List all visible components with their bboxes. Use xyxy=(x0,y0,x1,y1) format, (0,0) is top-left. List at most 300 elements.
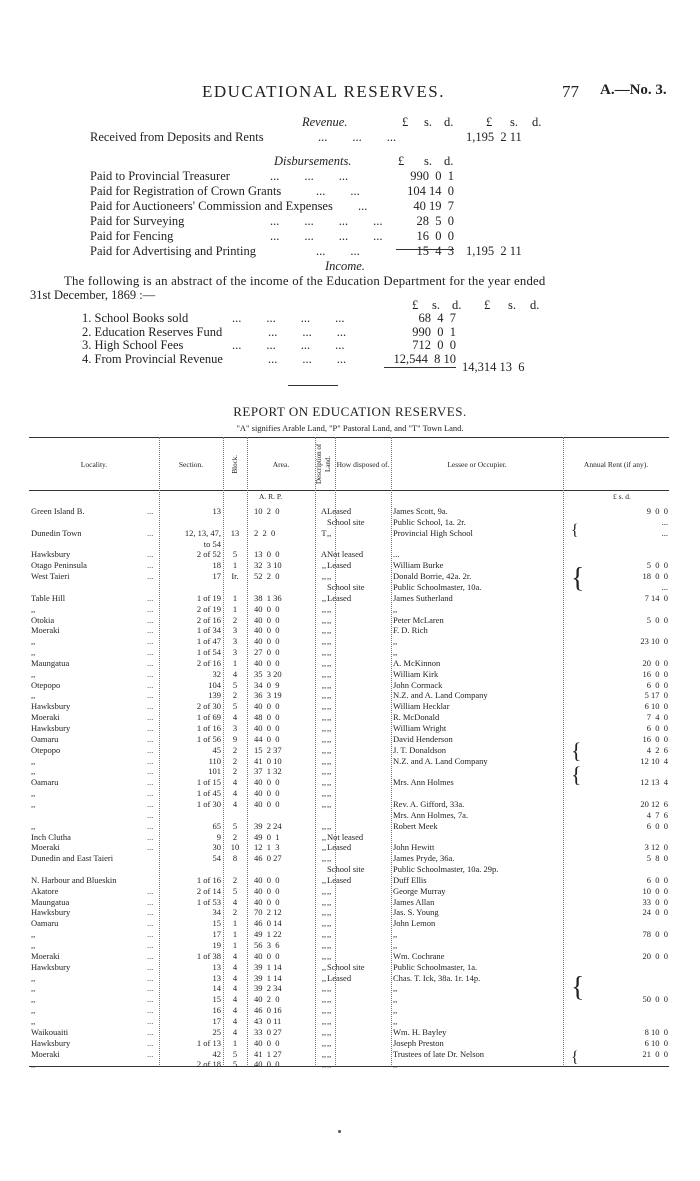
rent-cell: 12 10 4 xyxy=(640,755,668,766)
locality-cell: N. Harbour and Blueskin xyxy=(31,874,117,885)
block-cell: 4 xyxy=(232,798,238,809)
description-cell: ,, xyxy=(321,798,327,809)
description-cell: A xyxy=(320,506,328,516)
disposal-cell: ,, xyxy=(327,994,332,1005)
disposal-cell: School site xyxy=(327,864,365,875)
lessee-cell: ,, xyxy=(393,1059,398,1070)
section-cell: 1 of 47 xyxy=(196,636,221,647)
lessee-cell: George Murray xyxy=(393,885,446,896)
description-cell: ,, xyxy=(321,777,327,788)
block-cell: 2 xyxy=(232,744,238,755)
block-cell: 4 xyxy=(232,1026,238,1037)
description-cell: ,, xyxy=(321,679,327,690)
leader-dots: ... xyxy=(147,798,154,809)
description-cell: ,, xyxy=(321,874,327,885)
lessee-cell: Mrs. Ann Holmes xyxy=(393,777,454,788)
area-cell: 40 0 0 xyxy=(254,777,280,788)
disbursement-amount: 15 4 3 xyxy=(416,244,454,258)
block-cell: 4 xyxy=(232,712,238,723)
disbursements-total: 1,195 2 11 xyxy=(466,244,522,258)
description-cell: ,, xyxy=(321,657,327,668)
lessee-cell: ,, xyxy=(393,983,398,994)
col-description xyxy=(315,438,335,490)
disposal-cell: ,, xyxy=(327,571,332,582)
rent-cell: 20 0 0 xyxy=(642,950,668,961)
lessee-cell: Jas. S. Young xyxy=(393,907,439,918)
section-cell: 110 xyxy=(208,755,221,766)
lessee-cell: Wm. H. Bayley xyxy=(393,1026,447,1037)
leader-dots: ... xyxy=(147,766,154,777)
description-cell: ,, xyxy=(321,668,327,679)
section-cell: 54 xyxy=(212,853,221,864)
brace: { xyxy=(571,522,579,539)
rent-cell: 10 0 0 xyxy=(642,885,668,896)
disposal-cell: ,, xyxy=(327,1005,332,1016)
section-cell: 2 of 18 xyxy=(196,1059,221,1070)
locality-cell: Moeraki xyxy=(31,842,60,853)
locality-cell: ,, xyxy=(31,788,36,799)
description-cell: ,, xyxy=(321,1037,327,1048)
block-cell: 13 xyxy=(230,527,240,538)
disposal-cell: ,, xyxy=(327,885,332,896)
rent-cell: 6 0 0 xyxy=(646,820,668,831)
description-cell: ,, xyxy=(321,918,327,929)
lessee-cell: ,, xyxy=(393,940,398,950)
rent-cell: ... xyxy=(661,581,668,592)
rent-cell: 5 0 0 xyxy=(646,560,668,571)
locality-cell: Maungatua xyxy=(31,896,70,907)
section-cell: 17 xyxy=(212,1015,221,1026)
income-label: 4. From Provincial Revenue xyxy=(82,351,223,366)
leader-dots: ... xyxy=(147,1005,154,1016)
disposal-cell: Leased xyxy=(327,592,352,603)
disposal-cell: School site xyxy=(327,581,365,592)
block-cell: 5 xyxy=(232,701,238,712)
rent-cell: 21 0 0 xyxy=(642,1048,668,1059)
section-cell: 45 xyxy=(212,744,221,755)
locality-cell: ,, xyxy=(31,668,36,679)
leader-dots: ... xyxy=(147,972,154,983)
lessee-cell: John Cormack xyxy=(393,679,443,690)
block-cell: 3 xyxy=(232,647,238,658)
section-cell: 25 xyxy=(212,1026,221,1037)
rent-cell: 4 2 6 xyxy=(646,744,668,755)
section-cell: 1 of 54 xyxy=(196,647,221,658)
table-bottom-rule xyxy=(29,1066,669,1067)
disposal-cell: ,, xyxy=(327,668,332,679)
area-cell: 40 0 0 xyxy=(254,603,280,614)
revenue-label: Received from Deposits and Rents xyxy=(90,130,264,144)
disposal-cell: Leased xyxy=(327,506,352,516)
description-cell: ,, xyxy=(321,1005,327,1016)
locality-cell: Dunedin Town xyxy=(31,527,82,538)
description-cell: ,, xyxy=(321,896,327,907)
section-cell: 2 of 14 xyxy=(196,885,221,896)
leader-dots: ... xyxy=(147,679,154,690)
block-cell: 1 xyxy=(232,1037,238,1048)
locality-cell: Hawksbury xyxy=(31,907,71,918)
section-cell: 2 of 52 xyxy=(196,549,221,560)
leader-dots: ... xyxy=(147,571,154,582)
block-cell: 5 xyxy=(232,1048,238,1059)
lessee-cell: ,, xyxy=(393,929,398,940)
area-cell: 39 2 24 xyxy=(254,820,282,831)
block-cell: 4 xyxy=(232,777,238,788)
locality-cell: ,, xyxy=(31,1059,36,1070)
education-reserves-table xyxy=(29,437,669,1070)
description-cell: ,, xyxy=(321,831,327,842)
rent-cell: 9 0 0 xyxy=(646,506,668,516)
area-cell: 40 0 0 xyxy=(254,657,280,668)
locality-cell: Akatore xyxy=(31,885,59,896)
lessee-cell: J. T. Donaldson xyxy=(393,744,447,755)
block-cell: 1 xyxy=(232,918,238,929)
rent-cell: 6 0 0 xyxy=(646,679,668,690)
description-cell: ,, xyxy=(321,701,327,712)
block-cell: 4 xyxy=(232,1015,238,1026)
locality-cell: Hawksbury xyxy=(31,961,71,972)
block-cell: 2 xyxy=(232,831,238,842)
area-cell: 40 0 0 xyxy=(254,723,280,733)
area-cell: 39 1 14 xyxy=(254,972,282,983)
area-cell: 40 0 0 xyxy=(254,950,280,961)
locality-cell: Otepopo xyxy=(31,679,61,690)
lessee-cell: ,, xyxy=(393,603,398,614)
lessee-cell: ,, xyxy=(393,636,398,647)
disposal-cell: ,, xyxy=(327,723,332,733)
description-cell: ,, xyxy=(321,625,327,636)
col-description-label: Description of Land. xyxy=(315,443,332,485)
disposal-cell: ,, xyxy=(327,1015,332,1026)
leader-dots: ... xyxy=(147,896,154,907)
lessee-cell: William Wright xyxy=(393,723,447,733)
block-cell: 5 xyxy=(232,679,238,690)
section-cell: 2 of 19 xyxy=(196,603,221,614)
rent-cell: 6 10 0 xyxy=(644,1037,668,1048)
lessee-cell: Rev. A. Gifford, 33a. xyxy=(393,798,465,809)
area-cell: 36 3 19 xyxy=(254,690,282,701)
lessee-cell: N.Z. and A. Land Company xyxy=(393,755,488,766)
disposal-cell: ,, xyxy=(327,625,332,636)
section-cell: to 54 xyxy=(203,538,221,549)
block-cell: 2 xyxy=(232,755,238,766)
description-cell: ,, xyxy=(321,744,327,755)
section-divider xyxy=(288,385,338,386)
locality-cell: Table Hill xyxy=(31,592,66,603)
section-cell: 15 xyxy=(212,918,221,929)
leader-dots: ... ... ... ... xyxy=(270,229,383,243)
rent-cell: 4 7 6 xyxy=(646,809,668,820)
section-cell: 1 of 13 xyxy=(196,1037,221,1048)
locality-cell: Hawksbury xyxy=(31,549,71,560)
description-cell: ,, xyxy=(321,614,327,625)
lessee-cell: Wm. Cochrane xyxy=(393,950,445,961)
leader-dots: ... xyxy=(147,1026,154,1037)
locality-cell: Maungatua xyxy=(31,657,70,668)
block-cell: 3 xyxy=(232,723,238,733)
disposal-cell: ,, xyxy=(327,1048,332,1059)
disposal-cell: ,, xyxy=(327,798,332,809)
disposal-cell: ,, xyxy=(327,701,332,712)
block-cell: 4 xyxy=(232,983,238,994)
area-cell: 40 0 0 xyxy=(254,614,280,625)
area-cell: 33 0 27 xyxy=(254,1026,282,1037)
locality-cell: ,, xyxy=(31,940,36,950)
section-cell: 15 xyxy=(212,994,221,1005)
brace: { xyxy=(571,563,585,594)
disposal-cell: ,, xyxy=(327,929,332,940)
disbursement-amount: 990 0 1 xyxy=(410,169,454,183)
leader-dots: ... xyxy=(147,885,154,896)
area-cell: 41 1 27 xyxy=(254,1048,282,1059)
block-cell: 1 xyxy=(232,929,238,940)
section-cell: 13 xyxy=(212,506,221,516)
unit-pence: d. xyxy=(530,298,540,312)
rent-cell: 18 0 0 xyxy=(642,571,668,582)
description-cell: ,, xyxy=(321,842,327,853)
lessee-cell: Duff Ellis xyxy=(393,874,427,885)
block-cell: 2 xyxy=(232,690,238,701)
description-cell: ,, xyxy=(321,636,327,647)
disposal-cell: ,, xyxy=(327,1037,332,1048)
leader-dots: ... xyxy=(147,657,154,668)
page-number: 77 xyxy=(562,82,579,101)
disposal-cell: ,, xyxy=(327,1059,332,1070)
disposal-cell: ,, xyxy=(327,1026,332,1037)
section-cell: 1 of 45 xyxy=(196,788,221,799)
section-cell: 1 of 19 xyxy=(196,592,221,603)
brace: { xyxy=(571,972,585,1003)
unit-pound: £ xyxy=(398,154,405,168)
disbursement-label: Paid for Advertising and Printing xyxy=(90,244,256,258)
locality-cell: West Taieri xyxy=(31,571,70,582)
document-reference: A.—No. 3. xyxy=(600,82,667,98)
block-cell: 4 xyxy=(232,1005,238,1016)
disposal-cell: Leased xyxy=(327,842,352,853)
section-cell: 1 of 16 xyxy=(196,723,221,733)
leader-dots: ... ... ... xyxy=(270,169,349,183)
rent-cell: 6 0 0 xyxy=(646,723,668,733)
leader-dots: ... xyxy=(147,701,154,712)
rent-cell: 78 0 0 xyxy=(642,929,668,940)
rent-cell: 8 10 0 xyxy=(644,1026,668,1037)
disposal-cell: ,, xyxy=(327,636,332,647)
rent-cell: 33 0 0 xyxy=(642,896,668,907)
area-cell: 40 0 0 xyxy=(254,1037,280,1048)
income-heading: Income. xyxy=(325,259,365,273)
rent-cell: 3 12 0 xyxy=(644,842,668,853)
leader-dots: ... xyxy=(147,907,154,918)
unit-pence: d. xyxy=(532,115,542,129)
area-cell: 49 0 1 xyxy=(254,831,280,842)
section-cell: 18 xyxy=(212,560,221,571)
locality-cell: Otokia xyxy=(31,614,55,625)
description-cell: ,, xyxy=(321,1048,327,1059)
leader-dots: ... xyxy=(147,723,154,733)
description-cell: A xyxy=(320,549,328,560)
rent-cell: ... xyxy=(661,527,668,538)
section-cell: 2 of 30 xyxy=(196,701,221,712)
locality-cell: ,, xyxy=(31,1005,36,1016)
disposal-cell: ,, xyxy=(327,744,332,755)
block-cell: 1 xyxy=(232,560,238,571)
section-cell: 2 of 16 xyxy=(196,614,221,625)
leader-dots: ... xyxy=(147,712,154,723)
description-cell: ,, xyxy=(321,940,327,950)
locality-cell: ,, xyxy=(31,603,36,614)
rent-cell: 16 0 0 xyxy=(642,668,668,679)
description-cell: ,, xyxy=(321,853,327,864)
locality-cell: Hawksbury xyxy=(31,701,71,712)
disposal-cell: ,, xyxy=(327,657,332,668)
disposal-cell: ,, xyxy=(327,788,332,799)
locality-cell: ,, xyxy=(31,690,36,701)
disposal-cell: ,, xyxy=(327,918,332,929)
disposal-cell: Leased xyxy=(327,874,352,885)
description-cell: ,, xyxy=(321,755,327,766)
block-cell: 1 xyxy=(232,940,238,950)
leader-dots: ... xyxy=(147,1037,154,1048)
disposal-cell: ,, xyxy=(327,733,332,744)
disposal-cell: ,, xyxy=(327,983,332,994)
lessee-cell: James Sutherland xyxy=(393,592,453,603)
disbursements-heading: Disbursements. xyxy=(274,154,352,168)
leader-dots: ... xyxy=(147,506,154,516)
section-cell: 1 of 34 xyxy=(196,625,221,636)
unit-pence: d. xyxy=(452,298,462,312)
rent-cell: 50 0 0 xyxy=(642,994,668,1005)
leader-dots: ... xyxy=(358,199,368,213)
section-cell: 1 of 30 xyxy=(196,798,221,809)
area-cell: 46 0 14 xyxy=(254,918,282,929)
area-cell: 46 0 27 xyxy=(254,853,282,864)
lessee-cell: R. McDonald xyxy=(393,712,440,723)
description-cell: ,, xyxy=(321,723,327,733)
rent-cell: 12 13 4 xyxy=(640,777,668,788)
area-cell: 13 0 0 xyxy=(254,549,280,560)
locality-cell: Dunedin and East Taieri xyxy=(31,853,114,864)
section-cell: 9 xyxy=(216,831,221,842)
rent-cell: 20 0 0 xyxy=(642,657,668,668)
area-cell: 39 1 14 xyxy=(254,961,282,972)
area-cell: 40 0 0 xyxy=(254,874,280,885)
description-cell: ,, xyxy=(321,907,327,918)
block-cell: 1 xyxy=(232,592,238,603)
area-cell: 70 2 12 xyxy=(254,907,282,918)
description-cell: ,, xyxy=(321,820,327,831)
locality-cell: Inch Clutha xyxy=(31,831,71,842)
lessee-cell: Public School, 1a. 2r. xyxy=(393,516,466,527)
locality-cell: Waikouaiti xyxy=(31,1026,69,1037)
rent-cell: 23 10 0 xyxy=(640,636,668,647)
area-cell: 49 1 22 xyxy=(254,929,282,940)
unit-pound: £ xyxy=(402,115,409,129)
area-cell: 40 0 0 xyxy=(254,798,280,809)
col-section: Section. xyxy=(178,459,204,469)
disposal-cell: Leased xyxy=(327,972,352,983)
leader-dots: ... xyxy=(147,636,154,647)
leader-dots: ... xyxy=(147,918,154,929)
income-amount: 712 0 0 xyxy=(412,338,456,352)
locality-cell: ,, xyxy=(31,929,36,940)
lessee-cell: Public Schoolmaster, 10a. xyxy=(393,581,482,592)
description-cell: ,, xyxy=(321,766,327,777)
section-cell: 1 of 53 xyxy=(196,896,221,907)
description-cell: ,, xyxy=(321,733,327,744)
lessee-cell: ,, xyxy=(393,1015,398,1026)
locality-cell: ,, xyxy=(31,983,36,994)
leader-dots: ... ... xyxy=(316,184,360,198)
description-cell: ,, xyxy=(321,1026,327,1037)
lessee-cell: ,, xyxy=(393,647,398,658)
leader-dots: ... xyxy=(147,527,154,538)
brace: { xyxy=(571,762,582,787)
disbursement-label: Paid to Provincial Treasurer xyxy=(90,169,230,183)
block-cell: 2 xyxy=(232,614,238,625)
locality-cell: ,, xyxy=(31,798,36,809)
leader-dots: ... ... ... ... xyxy=(270,214,383,228)
area-cell: 35 3 20 xyxy=(254,668,282,679)
unit-pound: £ xyxy=(486,115,493,129)
description-cell: T xyxy=(321,527,327,538)
leader-dots: ... xyxy=(147,744,154,755)
disposal-cell: ,, xyxy=(327,896,332,907)
area-cell: 39 2 34 xyxy=(254,983,282,994)
lessee-cell: Mrs. Ann Holmes, 7a. xyxy=(393,809,469,820)
lessee-cell: ,, xyxy=(393,1005,398,1016)
section-cell: 65 xyxy=(212,820,221,831)
block-cell: 5 xyxy=(232,1059,238,1070)
report-note: "A" signifies Arable Land, "P" Pastoral Land, and "T" Town Land. xyxy=(236,423,464,433)
area-cell: 37 1 32 xyxy=(254,766,282,777)
locality-cell: Moeraki xyxy=(31,1048,60,1059)
rent-cell: 20 12 6 xyxy=(640,798,668,809)
leader-dots: ... xyxy=(147,809,154,820)
section-cell: 1 of 15 xyxy=(196,777,221,788)
disbursement-amount: 28 5 0 xyxy=(416,214,454,228)
description-cell: ,, xyxy=(321,603,327,614)
lessee-cell: William Hecklar xyxy=(393,701,450,712)
section-cell: 19 xyxy=(212,940,221,950)
lessee-cell: A. McKinnon xyxy=(393,657,441,668)
area-cell: 40 0 0 xyxy=(254,885,280,896)
col-block-label: Block. xyxy=(230,454,239,474)
leader-dots: ... xyxy=(147,549,154,560)
area-cell: 15 2 37 xyxy=(254,744,282,755)
section-cell: 12, 13, 47, xyxy=(184,527,221,538)
disbursement-amount: 16 0 0 xyxy=(416,229,454,243)
leader-dots: ... xyxy=(147,603,154,614)
block-cell: 5 xyxy=(232,549,238,560)
disbursement-label: Paid for Surveying xyxy=(90,214,185,228)
section-cell: 14 xyxy=(212,983,221,994)
leader-dots: ... xyxy=(147,940,154,950)
income-intro: The following is an abstract of the income of the Education Department for the year ended xyxy=(64,274,546,288)
col-lessee: Lessee or Occupier. xyxy=(447,459,507,469)
lessee-cell: ,, xyxy=(393,994,398,1005)
col-how: How disposed of. xyxy=(336,459,390,469)
block-cell: 9 xyxy=(232,733,238,744)
page-title: EDUCATIONAL RESERVES. xyxy=(202,82,445,101)
rent-cell: 6 10 0 xyxy=(644,701,668,712)
income-total: 14,314 13 6 xyxy=(462,360,525,374)
report-title: REPORT ON EDUCATION RESERVES. xyxy=(233,404,467,419)
locality-cell: ,, xyxy=(31,994,36,1005)
unit-shilling: s. xyxy=(510,115,518,129)
locality-cell: ,, xyxy=(31,820,36,831)
lessee-cell: James Allan xyxy=(393,896,435,907)
block-cell: 4 xyxy=(232,896,238,907)
